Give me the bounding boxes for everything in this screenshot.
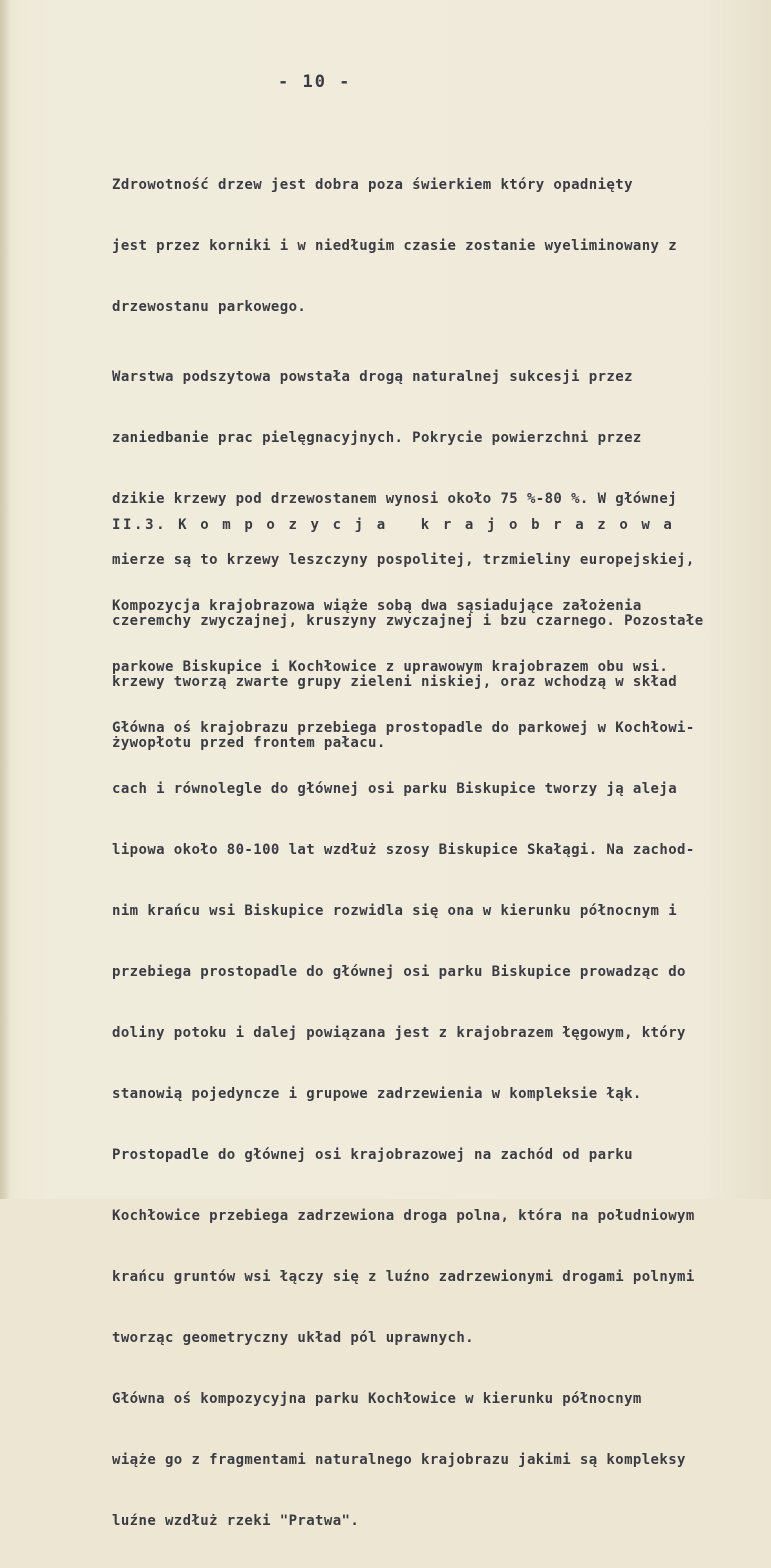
text-line: krzewy tworzą zwarte grupy zieleni niskiej, oraz wchodzą w skład [112, 674, 678, 690]
text-line: doliny potoku i dalej powiązana jest z krajobrazem łęgowym, który [112, 1025, 686, 1041]
text-line: zaniedbanie prac pielęgnacyjnych. Pokrycie powierzchni przez [112, 430, 642, 446]
text-line: krańcu gruntów wsi łączy się z luźno zadrzewionymi drogami polnymi [112, 1269, 695, 1285]
page-edge-shadow [0, 0, 10, 1199]
text-line: nim krańcu wsi Biskupice rozwidla się ona w kierunku północnym i [112, 903, 678, 919]
text-line: Kochłowice przebiega zadrzewiona droga polna, która na południowym [112, 1208, 695, 1224]
text-line: luźne wzdłuż rzeki "Pratwa". [112, 1513, 360, 1529]
text-line: stanowią pojedyncze i grupowe zadrzewienia w kompleksie łąk. [112, 1086, 642, 1102]
text-line: drzewostanu parkowego. [112, 299, 307, 315]
text-line: jest przez korniki i w niedługim czasie zostanie wyeliminowany z [112, 238, 678, 254]
text-line: lipowa około 80-100 lat wzdłuż szosy Biskupice Skałągi. Na zachod- [112, 842, 695, 858]
page-number: - 10 - [278, 72, 352, 92]
text-line: mierze są to krzewy leszczyny pospolitej, trzmieliny europejskiej, [112, 552, 695, 568]
text-line: tworząc geometryczny układ pól uprawnych. [112, 1330, 474, 1346]
text-line: Główna oś kompozycyjna parku Kochłowice w kierunku północnym [112, 1391, 642, 1407]
text-line: wiąże go z fragmentami naturalnego krajobrazu jakimi są kompleksy [112, 1452, 686, 1468]
section-2-text [112, 560, 752, 1568]
section-heading: II.3. K o m p o z y c j a k r a j o b r a z o w a [112, 517, 675, 533]
text-line: Zdrowotność drzew jest dobra poza świerkiem który opadnięty [112, 177, 633, 193]
text-line: przebiega prostopadle do głównej osi parku Biskupice prowadząc do [112, 964, 686, 980]
text-line: Prostopadle do głównej osi krajobrazowej na zachód od parku [112, 1147, 633, 1163]
text-line: cach i równolegle do głównej osi parku Biskupice tworzy ją aleja [112, 781, 678, 797]
text-line: czeremchy zwyczajnej, kruszyny zwyczajnej i bzu czarnego. Pozostałe [112, 613, 704, 629]
text-line: Warstwa podszytowa powstała drogą naturalnej sukcesji przez [112, 369, 633, 385]
text-line: dzikie krzewy pod drzewostanem wynosi około 75 %-80 %. W głównej [112, 491, 678, 507]
text-line: Główna oś krajobrazu przebiega prostopadle do parkowej w Kochłowi- [112, 720, 695, 736]
text-line: żywopłotu przed frontem pałacu. [112, 735, 386, 751]
text-line: parkowe Biskupice i Kochłowice z uprawowym krajobrazem obu wsi. [112, 659, 669, 675]
text-line: Kompozycja krajobrazowa wiąże sobą dwa sąsiadujące założenia [112, 598, 642, 614]
